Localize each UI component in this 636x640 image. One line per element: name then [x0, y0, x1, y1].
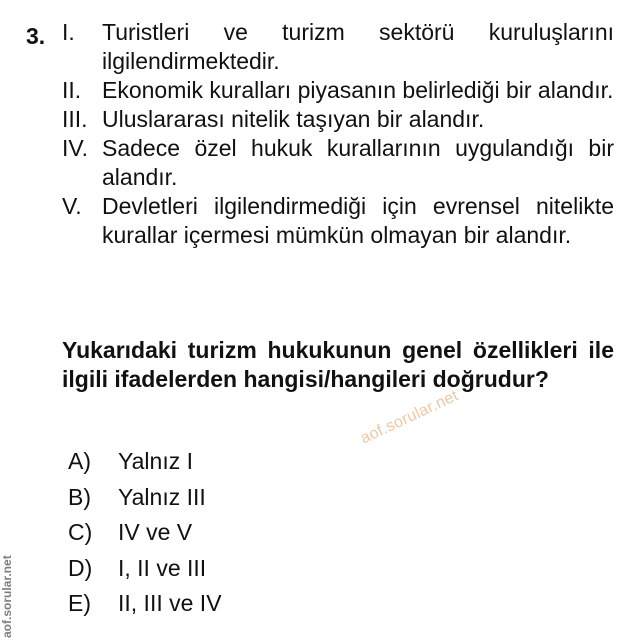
statement-2-roman: II. — [62, 77, 82, 103]
option-a-text: Yalnız I — [118, 448, 193, 474]
statement-4 — [62, 134, 614, 192]
option-d-letter: D) — [68, 554, 93, 581]
option-c[interactable] — [68, 515, 368, 551]
statement-1 — [62, 18, 614, 76]
statement-3-roman: III. — [62, 106, 88, 132]
statement-4-text: Sadece özel hukuk kurallarının uygulandığı bir alandır. — [102, 135, 614, 190]
statement-4-roman: IV. — [62, 135, 89, 161]
statement-list — [62, 18, 614, 250]
statement-5-text: Devletleri ilgilendirmediği için evrensel nitelikte kurallar içermesi mümkün olmayan bir alandır. — [102, 193, 614, 248]
option-d-text: I, II ve III — [118, 554, 207, 581]
option-e-text: II, III ve IV — [118, 590, 222, 616]
option-b-text: Yalnız III — [118, 483, 206, 510]
statement-3-text: Uluslararası nitelik taşıyan bir alandır. — [102, 106, 485, 132]
statement-1-text: Turistleri ve turizm sektörü kuruluşlarını ilgilendirmektedir. — [102, 19, 614, 74]
watermark-side: aof.sorular.net — [0, 555, 14, 638]
statement-2 — [62, 76, 614, 105]
option-b[interactable] — [68, 480, 368, 516]
option-b-letter: B) — [68, 483, 91, 510]
statement-5-roman: V. — [62, 193, 82, 219]
statement-5 — [62, 192, 614, 250]
question-number: 3. — [26, 23, 46, 49]
statement-2-text: Ekonomik kuralları piyasanın belirlediği bir alandır. — [102, 77, 614, 103]
watermark-center: aof.sorular.net — [358, 387, 462, 448]
option-c-letter: C) — [68, 519, 93, 545]
option-c-text: IV ve V — [118, 519, 193, 545]
option-d[interactable] — [68, 551, 368, 587]
answer-options — [68, 444, 368, 622]
option-e[interactable] — [68, 586, 368, 622]
option-e-letter: E) — [68, 590, 91, 616]
statement-3 — [62, 105, 614, 134]
question-stem: Yukarıdaki turizm hukukunun genel özellikleri ile ilgili ifadelerden hangisi/hangileri doğrudur? — [62, 337, 614, 392]
option-a[interactable] — [68, 444, 368, 480]
statement-1-roman: I. — [62, 19, 75, 45]
option-a-letter: A) — [68, 448, 91, 474]
